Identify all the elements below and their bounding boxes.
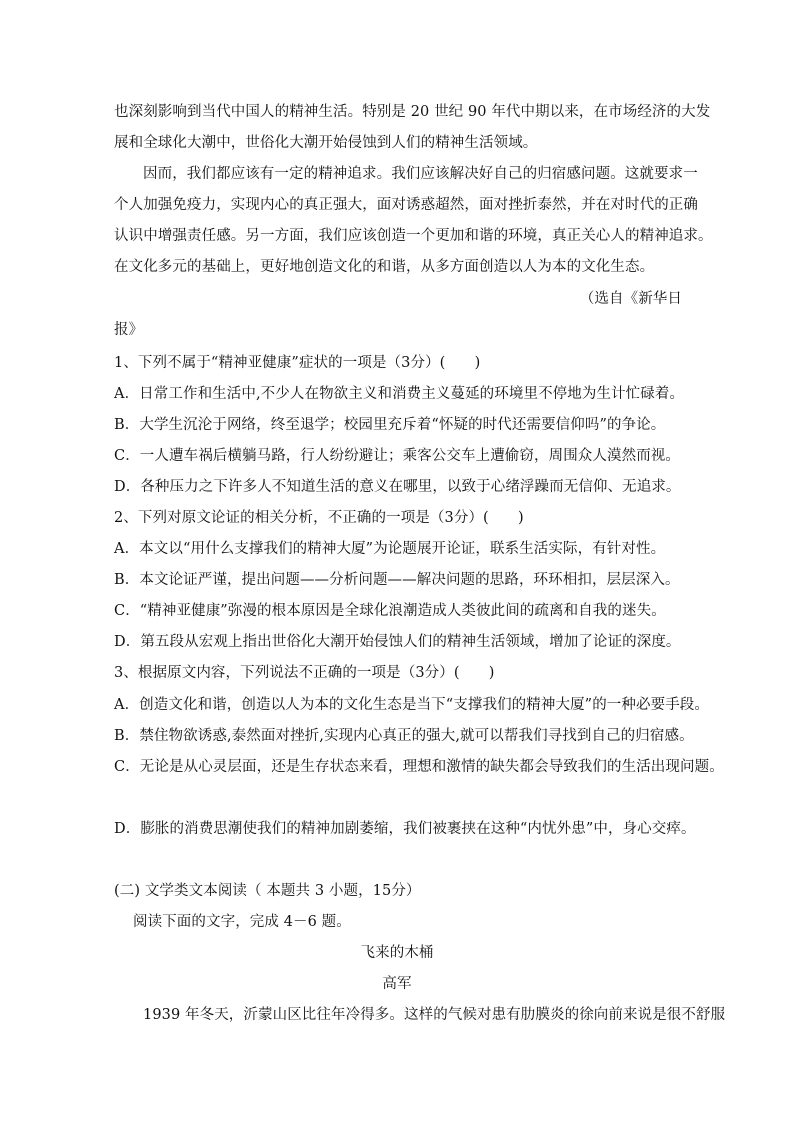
story-title: 飞来的木桶 xyxy=(360,945,434,961)
story-first-line: 1939 年冬天，沂蒙山区比往年冷得多。这样的气候对患有肋膜炎的徐向前来说是很不舒服 xyxy=(143,1007,726,1023)
question-1-option-a: A．日常工作和生活中,不少人在物欲主义和消费主义蔓延的环境里不停地为生计忙碌着。 xyxy=(114,386,685,402)
text-line: 也深刻影响到当代中国人的精神生活。特别是 20 世纪 90 年代中期以来，在市场经济的大发 xyxy=(114,104,711,120)
text-line: 认识中增强责任感。另一方面，我们应该创造一个更加和谐的环境，真正关心人的精神追求。 xyxy=(114,228,713,244)
text-line: 因而，我们都应该有一定的精神追求。我们应该解决好自己的归宿感问题。这就要求一 xyxy=(143,166,698,182)
question-2-option-d: D．第五段从宏观上指出世俗化大潮开始侵蚀人们的精神生活领域，增加了论证的深度。 xyxy=(114,634,681,650)
source-citation-end: 报》 xyxy=(114,322,144,338)
reading-instruction: 阅读下面的文字，完成 4－6 题。 xyxy=(133,914,351,930)
question-3-option-a: A．创造文化和谐，创造以人为本的文化生态是当下“支撑我们的精神大厦”的一种必要手段。 xyxy=(114,697,709,713)
story-author: 高军 xyxy=(382,976,412,992)
text-line: 个人加强免疫力，实现内心的真正强大，面对诱惑超然，面对挫折泰然，并在对时代的正确 xyxy=(114,197,698,213)
question-3-option-b: B．禁住物欲诱惑,泰然面对挫折,实现内心真正的强大,就可以帮我们寻找到自己的归宿感。 xyxy=(114,728,694,744)
text-line: 在文化多元的基础上，更好地创造文化的和谐，从多方面创造以人为本的文化生态。 xyxy=(114,259,655,275)
source-citation: （选自《新华日 xyxy=(579,291,682,307)
question-3-option-d: D．膨胀的消费思潮使我们的精神加剧萎缩，我们被裹挟在这种“内忧外患”中，身心交瘁。 xyxy=(114,821,696,837)
question-2-option-b: B．本文论证严谨，提出问题——分析问题——解决问题的思路，环环相扣，层层深入。 xyxy=(114,572,680,588)
question-1-option-b: B．大学生沉沦于网络，终至退学；校园里充斥着“怀疑的时代还需要信仰吗”的争论。 xyxy=(114,417,666,433)
question-1-option-d: D．各种压力之下许多人不知道生活的意义在哪里，以致于心绪浮躁而无信仰、无追求。 xyxy=(114,479,681,495)
question-2-option-c: C．“精神亚健康”弥漫的根本原因是全球化浪潮造成人类彼此间的疏离和自我的迷失。 xyxy=(114,603,666,619)
question-3-stem: 3、根据原文内容，下列说法不正确的一项是（3分）( ) xyxy=(114,665,495,681)
question-1-stem: 1、下列不属于“精神亚健康”症状的一项是（3分）( ) xyxy=(114,355,481,371)
section-heading: (二) 文学类文本阅读（ 本题共 3 小题，15分） xyxy=(114,883,421,899)
question-2-stem: 2、下列对原文论证的相关分析，不正确的一项是（3分）( ) xyxy=(114,510,524,526)
question-2-option-a: A．本文以“用什么支撑我们的精神大厦”为论题展开论证，联系生活实际，有针对性。 xyxy=(114,541,666,557)
question-3-option-c: C．无论是从心灵层面，还是生存状态来看，理想和激情的缺失都会导致我们的生活出现问题。 xyxy=(114,759,724,775)
text-line: 展和全球化大潮中，世俗化大潮开始侵蚀到人们的精神生活领域。 xyxy=(114,135,538,151)
question-1-option-c: C．一人遭车祸后横躺马路，行人纷纷避让；乘客公交车上遭偷窃，周围众人漠然而视。 xyxy=(114,448,680,464)
